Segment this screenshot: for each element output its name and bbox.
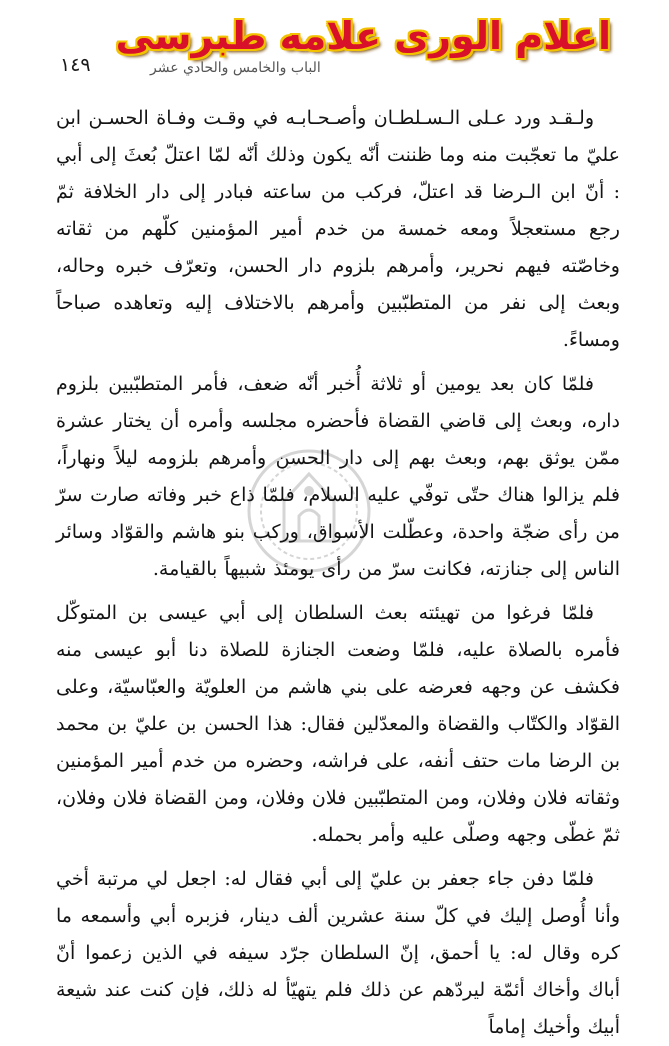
running-head-text: الباب والخامس والحادي عشر [150, 60, 321, 76]
page-number: ١٤٩ [60, 54, 91, 76]
body-text [56, 100, 620, 1046]
paragraph: ولـقـد ورد عـلى الـسـلطـان وأصـحـابـه في وقـت وفـاة الحسـن ابن عليّ ما تعجّبت منه وما ظننت أنّه يكون وذلك أنّه لمّا اعتلّ بُعثَ إلى أبي : أنّ ابن الـرضا قد اعتلّ، فركب من ساعته فبادر إلى دار الخلافة ثمّ رجع مستعجلاً ومعه خمسة من خدم أمير المؤمنين كلّهم من ثقاته وخاصّته فيهم نحرير، وأمرهم بلزوم دار الحسن، وتعرّف خبره وحاله، وبعث إلى نفر من المتطبّبين وأمرهم بالاختلاف إليه وتعاهده صباحاً ومساءً. [56, 107, 620, 351]
paragraph: فلمّا دفن جاء جعفر بن عليّ إلى أبي فقال له: اجعل لي مرتبة أخي وأنا أُوصل إليك في كلّ سنة عشرين ألف دينار، فزبره أبي وأسمعه ما كره وقال له: يا أحمق، إنّ السلطان جرّد سيفه في الذين زعموا أنّ أباك وأخاك أئمّة ليردّهم عن ذلك فلم يتهيّأ له ذلك، فإن كنت عند شيعة أبيك وأخيك إماماً [56, 868, 620, 1038]
paragraph: فلمّا فرغوا من تهيئته بعث السلطان إلى أبي عيسى بن المتوكّل فأمره بالصلاة عليه، فلمّا وضعت الجنازة للصلاة دنا أبو عيسى منه فكشف عن وجهه فعرضه على بني هاشم من العلويّة والعبّاسيّة، وعلى القوّاد والكتّاب والقضاة والمعدّلين فقال: هذا الحسن بن عليّ بن محمد بن الرضا مات حتف أنفه، على فراشه، وحضره من خدم أمير المؤمنين وثقاته فلان وفلان، ومن المتطبّبين فلان وفلان، ومن القضاة فلان وفلان، ثمّ غطّى وجهه وصلّى عليه وأمر بحمله. [56, 602, 620, 846]
overlay-title: اعلام الوری علامه طبرسی [115, 14, 611, 58]
paragraph: فلمّا كان بعد يومين أو ثلاثة أُخبر أنّه ضعف، فأمر المتطبّبين بلزوم داره، وبعث إلى قاضي القضاة فأحضره مجلسه وأمره أن يختار عشرة ممّن يوثق بهم، وبعث بهم إلى دار الحسن وأمرهم بلزومه ليلاً ونهاراً، فلم يزالوا هناك حتّى توفّي عليه السلام، فلمّا ذاع خبر وفاته صارت سرّ من رأى ضجّة واحدة، وعطّلت الأسواق، وركب بنو هاشم والقوّاد وسائر الناس إلى جنازته، فكانت سرّ من رأى يومئذ شبيهاً بالقيامة. [56, 373, 620, 580]
